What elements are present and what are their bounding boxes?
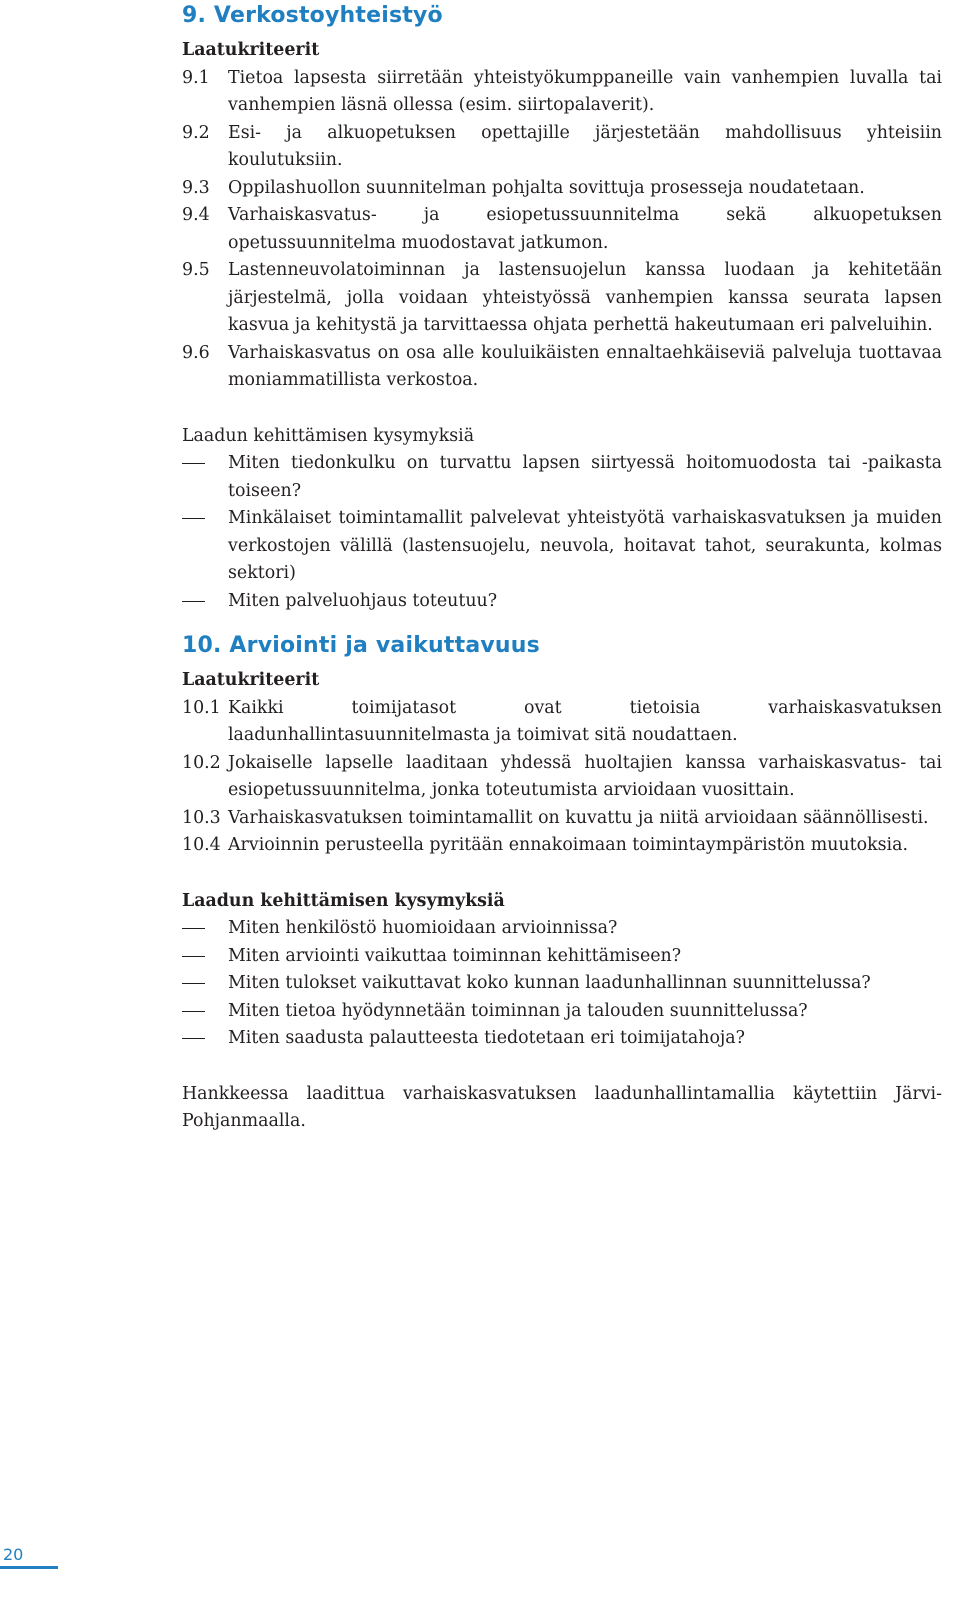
criterion-number: 9.2 [182,122,210,143]
dash-bullet [182,983,205,984]
question-item [182,970,942,998]
section-10-criteria-list [182,695,942,860]
criterion-number: 9.1 [182,67,210,88]
criterion-text: Arvioinnin perusteella pyritään ennakoimaan toimintaympäristön muutoksia. [228,835,909,855]
criterion-9-6 [182,340,942,395]
question-text: Miten palveluohjaus toteutuu? [228,590,498,611]
dash-bullet [182,601,205,602]
criterion-9-5 [182,257,942,340]
section-9-questions-label: Laadun kehittämisen kysymyksiä [182,425,475,446]
dash-bullet [182,518,205,519]
question-item [182,943,942,971]
criterion-number: 10.4 [182,835,221,855]
dash-bullet [182,956,205,957]
criterion-number: 9.4 [182,205,210,225]
dash-bullet [182,463,205,464]
criterion-number: 9.6 [182,342,210,363]
page-number: 20 [3,1545,24,1564]
criterion-number: 9.5 [182,260,210,280]
criterion-text: Lastenneuvolatoiminnan ja lastensuojelun kanssa luodaan ja kehitetään järjestelmä, jolla voidaan yhteistyössä vanhempien kanssa seurata lapsen kasvua ja kehitystä ja tarvittaessa ohjata perhettä hakeutumaan eri palveluihin. [228,260,942,335]
criterion-text: Kaikki toimijatasot ovat tietoisia varhaiskasvatuksen laadunhallintasuunnitelmasta ja toimivat sitä noudattaen. [228,697,942,745]
dash-bullet [182,1038,205,1039]
section-10-criteria-label: Laatukriteerit [182,670,320,690]
question-text: Miten tulokset vaikuttavat koko kunnan laadunhallinnan suunnittelussa? [228,973,871,993]
question-text: Miten tietoa hyödynnetään toiminnan ja talouden suunnittelussa? [228,1000,808,1021]
criterion-number: 10.3 [182,807,221,828]
criterion-10-1 [182,695,942,750]
section-10-questions-label: Laadun kehittämisen kysymyksiä [182,890,505,911]
criterion-text: Jokaiselle lapselle laaditaan yhdessä huoltajien kanssa varhaiskasvatus- tai esiopetussuunnitelma, jonka toteutumista arvioidaan vuosittain. [228,752,942,800]
section-9-questions-list [182,450,942,615]
criterion-10-4 [182,832,942,860]
section-9-criteria-list [182,65,942,395]
page-content [182,0,942,1153]
criterion-text: Varhaiskasvatus on osa alle kouluikäisten ennaltaehkäiseviä palveluja tuottavaa moniammatillista verkostoa. [228,342,942,390]
question-item [182,505,942,588]
question-text: Miten henkilöstö huomioidaan arvioinnissa? [228,918,618,938]
criterion-9-1 [182,65,942,120]
dash-bullet [182,1011,205,1012]
question-item [182,588,942,616]
question-text: Miten tiedonkulku on turvattu lapsen siirtyessä hoitomuodosta tai -paikasta toiseen? [228,453,942,501]
question-text: Minkälaiset toimintamallit palvelevat yhteistyötä varhaiskasvatuksen ja muiden verkostojen välillä (lastensuojelu, neuvola, hoitavat tahot, seurakunta, kolmas sektori) [228,508,942,583]
closing-paragraph: Hankkeessa laadittua varhaiskasvatuksen laadunhallintamallia käytettiin Järvi-Pohjanmaalla. [182,1083,942,1131]
question-text: Miten arviointi vaikuttaa toiminnan kehittämiseen? [228,945,682,966]
criterion-10-2 [182,750,942,805]
criterion-text: Tietoa lapsesta siirretään yhteistyökumppaneille vain vanhempien luvalla tai vanhempien läsnä ollessa (esim. siirtopalaverit). [228,67,942,115]
question-item [182,1025,942,1053]
section-9-criteria-label: Laatukriteerit [182,40,320,60]
dash-bullet [182,928,205,929]
section-10-questions-list [182,915,942,1053]
criterion-text: Oppilashuollon suunnitelman pohjalta sovittuja prosesseja noudatetaan. [228,177,865,198]
question-text: Miten saadusta palautteesta tiedotetaan eri toimijatahoja? [228,1028,745,1048]
criterion-number: 10.2 [182,752,221,773]
section-10-heading: 10. Arviointi ja vaikuttavuus [182,633,540,658]
question-item [182,998,942,1026]
criterion-text: Varhaiskasvatus- ja esiopetussuunnitelma sekä alkuopetuksen opetussuunnitelma muodostavat jatkumon. [228,205,942,253]
question-item [182,915,942,943]
question-item [182,450,942,505]
criterion-9-3 [182,175,942,203]
section-9-heading: 9. Verkostoyhteistyö [182,3,443,28]
criterion-number: 9.3 [182,177,210,198]
criterion-10-3 [182,805,942,833]
criterion-9-2 [182,120,942,175]
criterion-number: 10.1 [182,697,221,718]
page-number-rule [0,1566,58,1569]
criterion-text: Varhaiskasvatuksen toimintamallit on kuvattu ja niitä arvioidaan säännöllisesti. [228,807,929,828]
criterion-text: Esi- ja alkuopetuksen opettajille järjestetään mahdollisuus yhteisiin koulutuksiin. [228,122,942,170]
criterion-9-4 [182,202,942,257]
